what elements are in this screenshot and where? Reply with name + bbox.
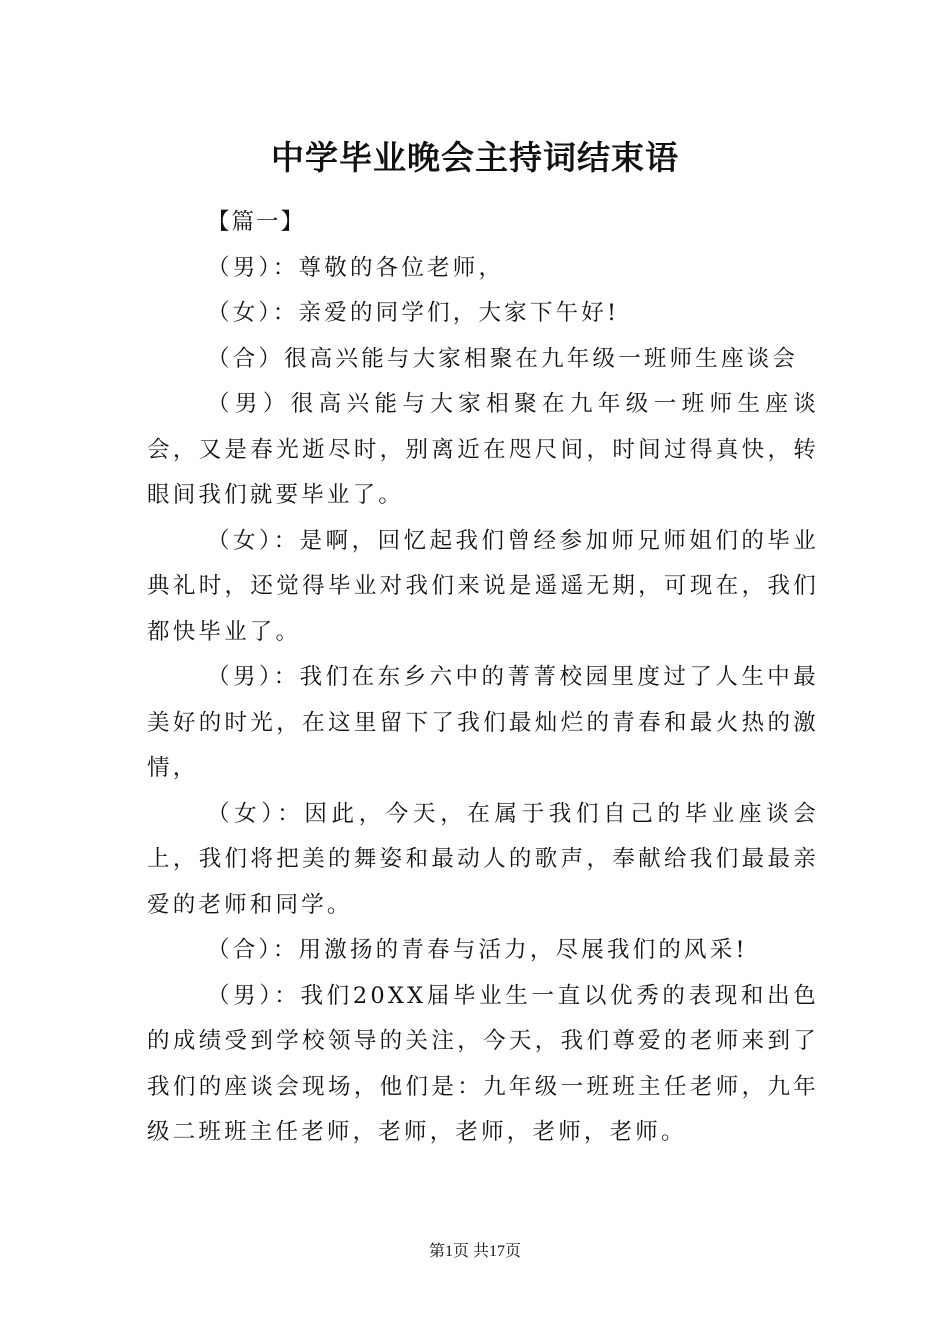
document-title: 中学毕业晚会主持词结束语 bbox=[271, 138, 679, 177]
document-body bbox=[147, 200, 819, 1156]
section-heading: 【篇一】 bbox=[207, 209, 306, 235]
paragraph: （男）：尊敬的各位老师， bbox=[207, 254, 505, 281]
page-number-footer: 第1页 共17页 bbox=[428, 1243, 521, 1260]
paragraph: （合）很高兴能与大家相聚在九年级一班师生座谈会 bbox=[207, 345, 799, 372]
paragraph: （男）很高兴能与大家相聚在九年级一班师生座谈会，又是春光逝尽时，别离近在咫尺间，时间过得真快，转眼间我们就要毕业了。 bbox=[147, 391, 819, 508]
paragraph: （女）：亲爱的同学们，大家下午好! bbox=[207, 300, 620, 326]
paragraph: （男）：我们在东乡六中的菁菁校园里度过了人生中最美好的时光，在这里留下了我们最灿烂的青春和最火热的激情， bbox=[147, 664, 819, 781]
paragraph: （男）：我们20XX届毕业生一直以优秀的表现和出色的成绩受到学校领导的关注，今天，我们尊爱的老师来到了我们的座谈会现场，他们是：九年级一班班主任老师，九年级二班班主任老师，老师，老师，老师，老师。 bbox=[147, 982, 819, 1145]
paragraph: （女）：是啊，回忆起我们曾经参加师兄师姐们的毕业典礼时，还觉得毕业对我们来说是遥遥无期，可现在，我们都快毕业了。 bbox=[147, 527, 819, 645]
paragraph: （合）：用激扬的青春与活力，尽展我们的风采! bbox=[207, 937, 748, 963]
paragraph: （女）：因此，今天，在属于我们自己的毕业座谈会上，我们将把美的舞姿和最动人的歌声，奉献给我们最最亲爱的老师和同学。 bbox=[147, 800, 819, 918]
